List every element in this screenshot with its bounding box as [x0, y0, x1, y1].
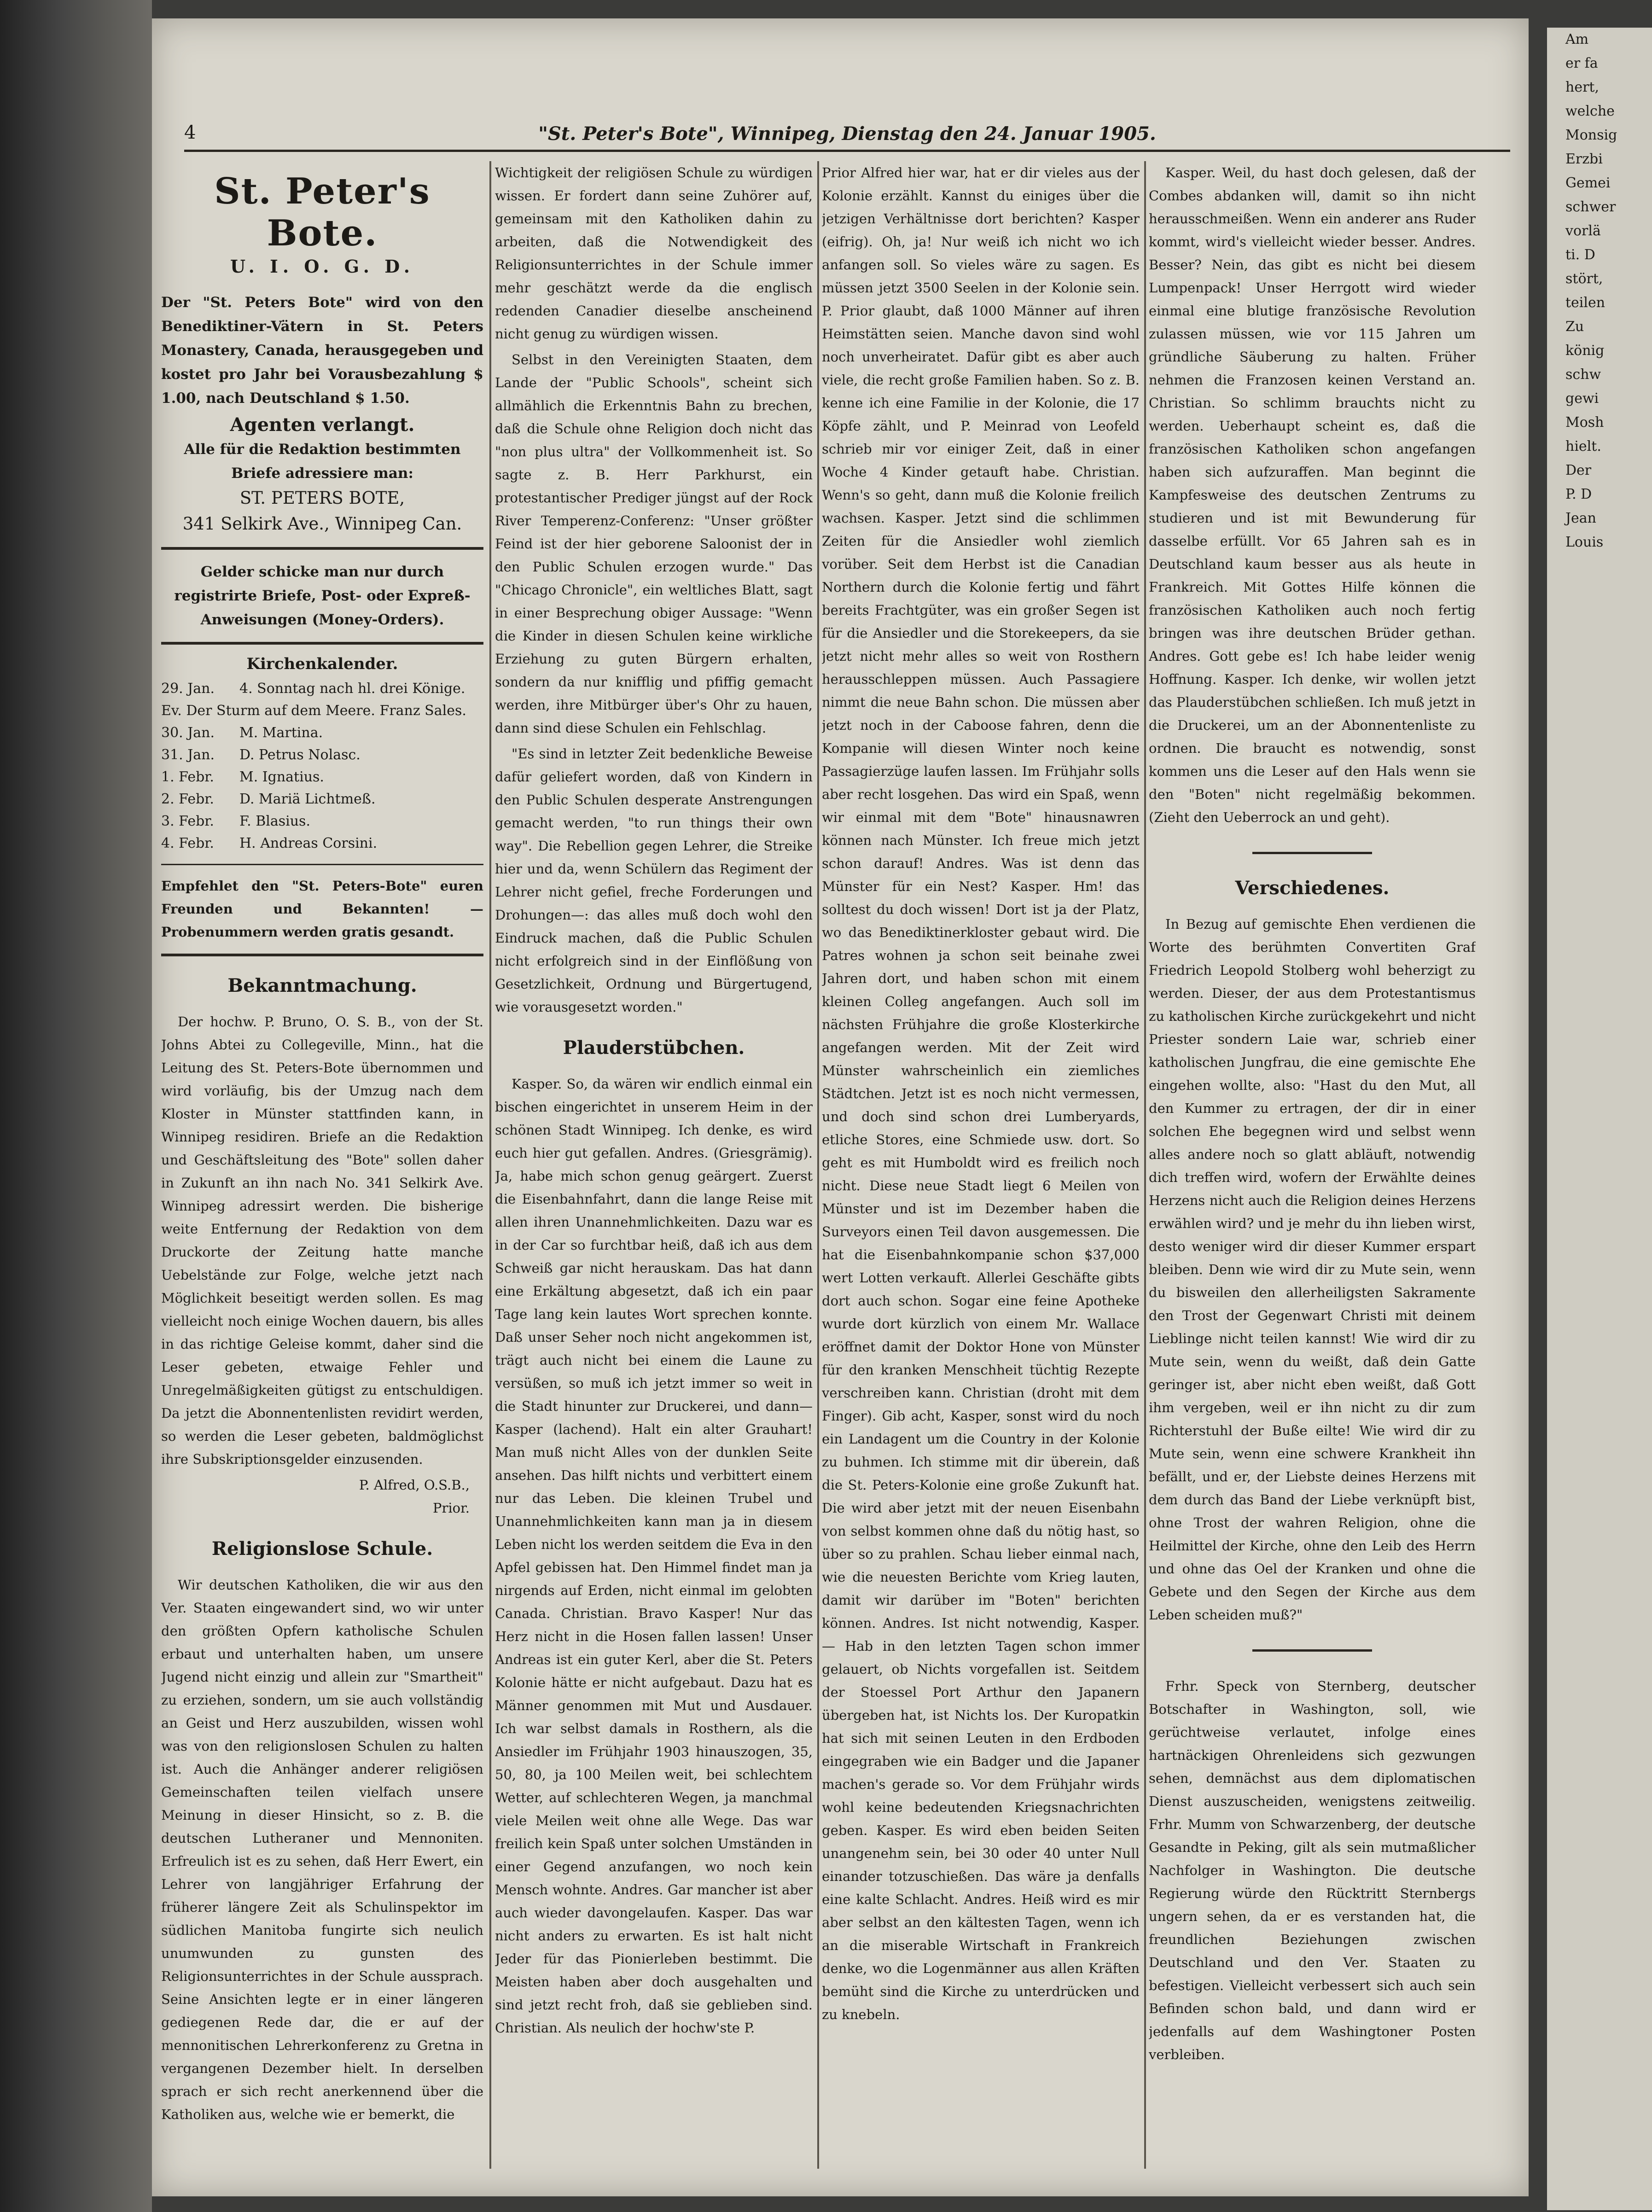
divider [161, 954, 483, 956]
calendar-entry [161, 678, 483, 722]
column-4 [1149, 161, 1476, 2173]
calendar-date: 3. Febr. [161, 813, 214, 829]
calendar-entry [161, 722, 483, 744]
adjacent-page-fragment: P. D [1565, 486, 1592, 502]
payment-note: Gelder schicke man nur durch registrirte Briefe, Post- oder Expreß-Anweisungen (Money-Orders). [174, 564, 471, 628]
adjacent-page-fragment: schwer [1565, 199, 1616, 215]
article-religionslose-schule: Wir deutschen Katholiken, die wir aus den Ver. Staaten eingewandert sind, wo wir unter den größten Opfern katholische Schulen erbaut und unterhalten haben, um unsere Jugend nicht einzig und allein zur "Smartheit" zu erziehen, sondern, um sie auch vollständig an Geist und Herz auszubilden, wissen wohl was von den religionslosen Schulen zu halten ist. Auch die Anhänger anderer religiösen Gemeinschaften teilen vielfach unsere Meinung in dieser Hinsicht, so z. B. die deutschen Lutheraner und Mennoniten. Erfreulich ist es zu sehen, daß Herr Ewert, ein Lehrer von langjähriger Erfahrung der früherer längere Zeit als Schulinspektor im südlichen Manitoba fungirte sich neulich unumwunden zu gunsten des Religionsunterrichtes in der Schule aussprach. Seine Ansichten legte er in einer längeren gediegenen Rede dar, die er auf der mennonitischen Lehrerkonferenz zu Gretna in vergangenen Dezember hielt. In derselben sprach er sich recht anerkennend über die Katholiken aus, welche wie er bemerkt, die [161, 1577, 483, 2122]
calendar-feast: D. Mariä Lichtmeß. [239, 791, 376, 807]
section-heading-religionslose-schule: Religionslose Schule. [211, 1538, 433, 1560]
article-plauderstuebchen-end: Kasper. Weil, du hast doch gelesen, daß der Combes abdanken will, damit so ihn nicht herausschmeißen. Wenn ein anderer ans Ruder kommt, wird's vielleicht wieder besser. Andres. Besser? Nein, das gibt es nicht bei diesem Lumpenpack! Unser Herrgott wird wieder einmal eine blutige französische Revolution zulassen müssen, wie vor 115 Jahren um gründliche Säuberung zu halten. Früher nehmen die Franzosen keinen Verstand an. Christian. So schlimm brauchts nicht zu werden. Ueberhaupt scheint es, daß die französischen Katholiken schon angefangen haben sich aufzuraffen. Man beginnt die Kampfesweise des deutschen Zentrums zu studieren und ist mit Bewunderung für dasselbe erfüllt. Vor 65 Jahren sah es in Deutschland kaum besser aus als heute in Frankreich. Mit Gottes Hilfe können die französischen Katholiken auch noch fertig bringen was ihre deutschen Brüder gethan. Andres. Gott gebe es! Ich habe leider wenig Hoffnung. Kasper. Ich denke, wir wollen jetzt das Plauderstübchen schließen. Ich muß jetzt in die Druckerei, um an der Abonnentenliste zu ordnen. Die braucht es notwendig, sonst kommen uns die Leser auf den Hals wenn sie den "Boten" nicht regelmäßig bekommen. (Zieht den Ueberrock an und geht). [1149, 165, 1476, 825]
calendar-feast: 4. Sonntag nach hl. drei Könige. Ev. Der Sturm auf dem Meere. Franz Sales. [161, 681, 466, 719]
calendar-date: 31. Jan. [161, 747, 215, 763]
divider [161, 864, 483, 865]
adjacent-page-fragment: ti. D [1565, 247, 1595, 263]
calendar-feast: H. Andreas Corsini. [239, 835, 378, 851]
adjacent-page-fragment: vorlä [1565, 223, 1601, 239]
adjacent-page-fragment: schw [1565, 367, 1601, 383]
adjacent-page-fragment: Mosh [1565, 414, 1604, 431]
editorial-address-note: Alle für die Redaktion bestimmten Briefe adressiere man: [184, 441, 461, 482]
adjacent-page-fragment: könig [1565, 343, 1605, 359]
adjacent-page-fragment: er fa [1565, 55, 1598, 71]
signature-name: P. Alfred, O.S.B., [359, 1477, 470, 1493]
calendar-date: 29. Jan. [161, 681, 215, 697]
article-bekanntmachung: Der hochw. P. Bruno, O. S. B., von der St. Johns Abtei zu Collegeville, Minn., hat die Leitung des St. Peters-Bote übernommen und wird vorläufig, bis der Umzug nach dem Kloster in Münster stattfinden kann, in Winnipeg residiren. Briefe an die Redaktion und Geschäftsleitung des "Bote" sollen daher in Zukunft an ihn nach No. 341 Selkirk Ave. Winnipeg adressirt werden. Die bisherige weite Entfernung der Redaktion von dem Druckorte der Zeitung hatte manche Uebelstände zur Folge, welche jetzt nach Möglichkeit beseitigt werden sollen. Es mag vielleicht noch einige Wochen dauern, bis alles in das richtige Geleise kommt, daher sind die Leser gebeten, etwaige Fehler und Unregelmäßigkeiten gütigst zu entschuldigen. Da jetzt die Abonnentenlisten revidirt werden, so werden die Leser gebeten, baldmöglichst ihre Subskriptionsgelder einzusenden. [161, 1014, 483, 1467]
section-heading-verschiedenes: Verschiedenes. [1235, 877, 1390, 899]
adjacent-page-fragment: stört, [1565, 271, 1603, 287]
signature-title: Prior. [432, 1500, 470, 1516]
article-plauderstuebchen-continued: Prior Alfred hier war, hat er dir vieles aus der Kolonie erzählt. Kannst du einiges über die jetzigen Verhältnisse dort berichten? Kasper (eifrig). Oh, ja! Nur weiß ich nicht wo ich anfangen soll. So vieles wäre zu sagen. Es müssen jetzt 3500 Seelen in der Kolonie sein. P. Prior glaubt, daß 1000 Männer auf ihren Heimstätten seien. Manche davon sind wohl noch unverheiratet. Dafür gibt es aber auch viele, die recht große Familien haben. So z. B. kenne ich eine Familie in der Kolonie, die 17 Köpfe zählt, und P. Meinrad von Leofeld schrieb mir vor einiger Zeit, daß in einer Woche 4 Kinder getauft habe. Christian. Wenn's so geht, dann muß die Kolonie freilich wachsen. Kasper. Jetzt sind die schlimmen Zeiten für die Ansiedler wohl ziemlich vorüber. Seit dem Herbst ist die Canadian Northern durch die Kolonie fertig und fährt bereits Frachtgüter, was ein großer Segen ist für die Ansiedler und die Storekeepers, da sie jetzt nicht mehr alles so weit von Rosthern herausschleppen müssen. Auch Passagiere nimmt die neue Bahn schon. Die müssen aber jetzt noch in der Caboose fahren, denn die Kompanie will diesen Winter noch keine Passagierzüge laufen lassen. Im Frühjahr solls aber recht losgehen. Das wird ein Spaß, wenn wir einmal mit dem "Bote" hinausnawren können nach Münster. Ich freue mich jetzt schon darauf! Andres. Was ist denn das Münster für ein Nest? Kasper. Hm! das solltest du doch wissen! Dort ist ja der Platz, wo das Benediktinerkloster gebaut wird. Die Patres wohnen ja schon seit beinahe zwei Jahren dort, und haben schon mit einem kleinen Colleg angefangen. Auch soll im nächsten Frühjahre die große Klosterkirche angefangen werden. Mit der Zeit wird Münster wahrscheinlich ein ziemliches Städtchen. Jetzt ist es noch nicht vermessen, und doch sind schon drei Lumberyards, etliche Stores, eine Schmiede usw. dort. So geht es mit Humboldt wird es freilich noch nicht. Diese neue Stadt liegt 6 Meilen von Münster und ist im Dezember haben die Surveyors einen Teil davon ausgemessen. Die hat die Eisenbahnkompanie schon $37,000 wert Lotten verkauft. Allerlei Geschäfte gibts dort auch schon. Sogar eine feine Apotheke wurde dort kürzlich von einem Mr. Wallace eröffnet damit der Doktor Hone von Münster für den kranken Menschheit tüchtig Rezepte verschreiben kann. Christian (droht mit dem Finger). Gib acht, Kasper, sonst wird du noch ein Landagent um die Country in der Kolonie zu buhmen. Ich stimme mit dir überein, daß die St. Peters-Kolonie eine große Zukunft hat. Die wird aber jetzt mit der neuen Eisenbahn von selbst kommen ohne daß du nötig hast, so über so zu prahlen. Schau lieber einmal nach, wie die neuesten Berichte vom Krieg lauten, damit wir darüber im "Boten" berichten können. Andres. Ist nicht notwendig, Kasper.— Hab in den letzten Tagen schon immer gelauert, ob Nichts vorgefallen ist. Seitdem der Stoessel Port Arthur den Japanern übergeben hat, ist Nichts los. Der Kuropatkin hat sich mit seinen Leuten in den Erdboden eingegraben wie ein Badger und die Japaner machen's gerade so. Vor dem Frühjahr wirds wohl keine bedeutenden Kriegsnachrichten geben. Kasper. Es wird eben beiden Seiten unangenehm sein, bei 30 oder 40 unter Null einander totzuschießen. Das wäre ja denfalls eine kalte Schlacht. Andres. Heiß wird es mir aber selbst an den kältesten Tagen, wenn ich an die miserable Wirtschaft in Frankreich denke, wo die Logenmänner aus allen Kräften bemüht sind die Kirche zu unterdrücken und zu knebeln. [822, 165, 1140, 2022]
section-heading-plauderstuebchen: Plauderstübchen. [563, 1037, 745, 1059]
adjacent-page-fragment: hielt. [1565, 438, 1601, 454]
calendar-entry [161, 810, 483, 832]
column-1 [161, 161, 483, 2173]
calendar-entry [161, 744, 483, 766]
calendar-feast: M. Martina. [239, 725, 323, 741]
calendar-heading: Kirchenkalender. [246, 655, 398, 673]
adjacent-page-edge [1547, 28, 1652, 2210]
column-2 [495, 161, 813, 2173]
calendar-feast: D. Petrus Nolasc. [239, 747, 361, 763]
agents-wanted: Agenten verlangt. [230, 414, 415, 436]
adjacent-page-fragment: gewi [1565, 390, 1599, 407]
church-calendar [161, 678, 483, 855]
adjacent-page-fragment: hert, [1565, 79, 1600, 95]
article-gemischte-ehen: In Bezug auf gemischte Ehen verdienen die Worte des berühmten Convertiten Graf Friedrich Leopold Stolberg wohl beherzigt zu werden. Dieser, der aus dem Protestantismus zu katholischen Kirche zurückgekehrt und nicht Priester sondern Laie war, schrieb einer katholischen Jungfrau, die eine gemischte Ehe eingehen wollte, also: "Hast du den Mut, all den Kummer zu ertragen, der dir in einer solchen Ehe begegnen wird und selbst wenn alles andere noch so glatt abläuft, notwendig dich treffen wird, wofern der Erwählte deines Herzens nicht auch die Religion deines Herzens erwählen wird? und je mehr du ihn lieben wirst, desto weniger wird dir dieser Kummer erspart bleiben. Denn wie wird dir zu Mute sein, wenn du bisweilen den allerheiligsten Sakramente den Trost der Gegenwart Christi mit deinem Lieblinge nicht teilen kannst! Wie wird dir zu Mute sein, wenn du weißt, daß dein Gatte geringer ist, aber nicht eben weißt, daß Gott ihm vergeben, weil er ihn nicht zu dir zum Richterstuhl der Buße eilte! Wie wird dir zu Mute sein, wenn eine schwere Krankheit ihn befällt, und er, der Liebste deines Herzens mit dem durch das Band der Liebe verknüpft bist, ohne Trost der wahren Religion, ohne die Heilmittel der Kirche, ohne den Leib des Herrn und ohne das Oel der Kranken und ohne die Gebete und den Segen der Kirche aus dem Leben scheiden muß?" [1149, 916, 1476, 1623]
calendar-date: 30. Jan. [161, 725, 215, 741]
column-3 [822, 161, 1140, 2173]
book-binding [0, 0, 152, 2212]
adjacent-page-fragment: teilen [1565, 295, 1605, 311]
article-religionslose-schule-continued: Wichtigkeit der religiösen Schule zu würdigen wissen. Er fordert dann seine Zuhörer auf, gemeinsam mit den Katholiken dahin zu arbeiten, daß die Notwendigkeit des Religionsunterrichtes in der Schule immer mehr geschätzt werde da die englisch redenden Canadier dieselbe anscheinend nicht genug zu würdigen wissen. Selbst in den Vereinigten Staaten, dem Lande der "Public Schools", scheint sich allmählich die Erkenntnis Bahn zu brechen, daß die Schule ohne Religion doch nicht das "non plus ultra" der Vollkommenheit ist. So sagte z. B. Herr Parkhurst, ein protestantischer Prediger jüngst auf der Rock River Temperenz-Conferenz: "Unser größter Feind ist der hier geborene Saloonist der in den Public Schulen erzogen wurde." Das "Chicago Chronicle", ein weltliches Blatt, sagt in einer Besprechung obiger Aussage: "Wenn die Kinder in diesen Schulen keine wirkliche Erziehung zu guten Bürgern erhalten, sondern da nur knifflig und pfiffig gemacht werden, ihre Mitbürger über's Ohr zu hauen, dann sind diese Schulen ein Fehlschlag. "Es sind in letzter Zeit bedenkliche Beweise dafür geliefert worden, daß von Kindern in den Public Schulen desperate Anstrengungen gemacht werden, "to run things their own way". Die Rebellion gegen Lehrer, die Streike hier und da, wenn Schülern das Regiment der Lehrer nicht gefiel, freche Forderungen und Drohungen—: das alles muß doch wohl den Eindruck machen, daß die Public Schulen nicht erfolgreich sind in der Einflößung von Gesetzlichkeit, Ordnung und Bürgertugend, wie vorausgesetzt worden." [495, 165, 813, 1015]
calendar-date: 2. Febr. [161, 791, 214, 807]
adjacent-page-fragment: Gemei [1565, 175, 1611, 191]
adjacent-page-fragment: Der [1565, 462, 1592, 478]
motto: U. I. O. G. D. [230, 256, 415, 277]
article-speck-von-sternberg: Frhr. Speck von Sternberg, deutscher Botschafter in Washington, soll, wie gerüchtweise verlautet, infolge eines hartnäckigen Ohrenleidens sich gezwungen sehen, demnächst aus dem diplomatischen Dienst auszuscheiden, wenigstens zeitweilig. Frhr. Mumm von Schwarzenberg, der deutsche Gesandte in Peking, gilt als sein mutmaßlicher Nachfolger in Washington. Die deutsche Regierung würde den Rücktritt Sternbergs ungern sehen, da er es verstanden hat, die freundlichen Beziehungen zwischen Deutschland und den Ver. Staaten zu befestigen. Vielleicht verbessert sich auch sein Befinden schon bald, und dann wird er jedenfalls auf dem Washingtoner Posten verbleiben. [1149, 1678, 1476, 2062]
recommend-note: Empfehlet den "St. Peters-Bote" euren Freunden und Bekannten! — Probenummern werden gratis gesandt. [161, 878, 483, 940]
adjacent-page-fragment: Erzbi [1565, 151, 1603, 167]
short-divider [1252, 1649, 1372, 1652]
address-line-2: 341 Selkirk Ave., Winnipeg Can. [182, 514, 462, 534]
adjacent-page-fragment: Louis [1565, 534, 1604, 550]
calendar-entry [161, 788, 483, 810]
adjacent-page-fragment: Jean [1565, 510, 1596, 526]
section-heading-bekanntmachung: Bekanntmachung. [227, 975, 417, 996]
masthead-line: "St. Peter's Bote", Winnipeg, Dienstag den 24. Januar 1905. [538, 123, 1156, 145]
column-rule [1144, 161, 1146, 2169]
page-header [184, 113, 1510, 152]
page-number: 4 [184, 122, 196, 143]
adjacent-page-fragment: Monsig [1565, 127, 1617, 143]
column-rule [489, 161, 491, 2169]
adjacent-page-fragment: Am [1565, 31, 1589, 47]
calendar-entry [161, 832, 483, 855]
address-line-1: ST. PETERS BOTE, [239, 488, 405, 508]
divider [161, 642, 483, 645]
calendar-entry [161, 766, 483, 788]
publisher-info: Der "St. Peters Bote" wird von den Benediktiner-Vätern in St. Peters Monastery, Canada, herausgegeben und kostet pro Jahr bei Vorausbezahlung $ 1.00, nach Deutschland $ 1.50. [161, 294, 483, 407]
newspaper-page [152, 18, 1529, 2196]
calendar-date: 4. Febr. [161, 835, 214, 851]
calendar-feast: F. Blasius. [239, 813, 310, 829]
adjacent-page-fragment: Zu [1565, 319, 1584, 335]
calendar-feast: M. Ignatius. [239, 769, 324, 785]
calendar-date: 1. Febr. [161, 769, 214, 785]
column-rule [817, 161, 819, 2169]
article-plauderstuebchen: Kasper. So, da wären wir endlich einmal ein bischen eingerichtet in unserem Heim in der schönen Stadt Winnipeg. Ich denke, es wird euch hier gut gefallen. Andres. (Griesgrämig). Ja, habe mich schon genug geärgert. Zuerst die Eisenbahnfahrt, dann die lange Reise mit allen ihren Unannehmlichkeiten. Dazu war es in der Car so furchtbar heiß, daß ich aus dem Schweiß gar nicht herauskam. Das hat dann eine Erkältung abgesetzt, daß ich ein paar Tage lang kein lautes Wort sprechen konnte. Daß unser Seher noch nicht angekommen ist, trägt auch nicht bei einem die Laune zu versüßen, so muß ich jetzt immer so weit in die Stadt hinunter zur Druckerei, und dann— Kasper (lachend). Halt ein alter Grauhart! Man muß nicht Alles von der dunklen Seite ansehen. Das hilft nichts und verbittert einem nur das Leben. Die kleinen Trubel und Unannehmlichkeiten kann man ja in diesem Leben nicht los werden seitdem die Eva in den Apfel gebissen hat. Den Himmel findet man ja nirgends auf Erden, nicht einmal im gelobten Canada. Christian. Bravo Kasper! Nur das Herz nicht in die Hosen fallen lassen! Unser Andreas ist ein guter Kerl, aber die St. Peters Kolonie hätte er nicht aufgebaut. Dazu hat es Männer genommen mit Mut und Ausdauer. Ich war selbst damals in Rosthern, als die Ansiedler im Frühjahr 1903 hinauszogen, 35, 50, 80, ja 100 Meilen weit, bei schlechtem Wetter, auf schlechteren Wegen, ja manchmal viele Meilen weit ohne alle Wege. Das war freilich kein Spaß unter solchen Umständen in einer Gegend anzufangen, wo noch kein Mensch wohnte. Andres. Gar mancher ist aber auch wieder davongelaufen. Kasper. Das war nicht anders zu erwarten. Es ist halt nicht Jeder für das Pionierleben bestimmt. Die Meisten haben aber doch ausgehalten und sind jetzt recht froh, daß sie geblieben sind. Christian. Als neulich der hochw'ste P. [495, 1076, 813, 2036]
divider [161, 547, 483, 550]
short-divider [1252, 852, 1372, 854]
adjacent-page-fragment: welche [1565, 103, 1615, 119]
newspaper-title: St. Peter's Bote. [214, 170, 430, 254]
